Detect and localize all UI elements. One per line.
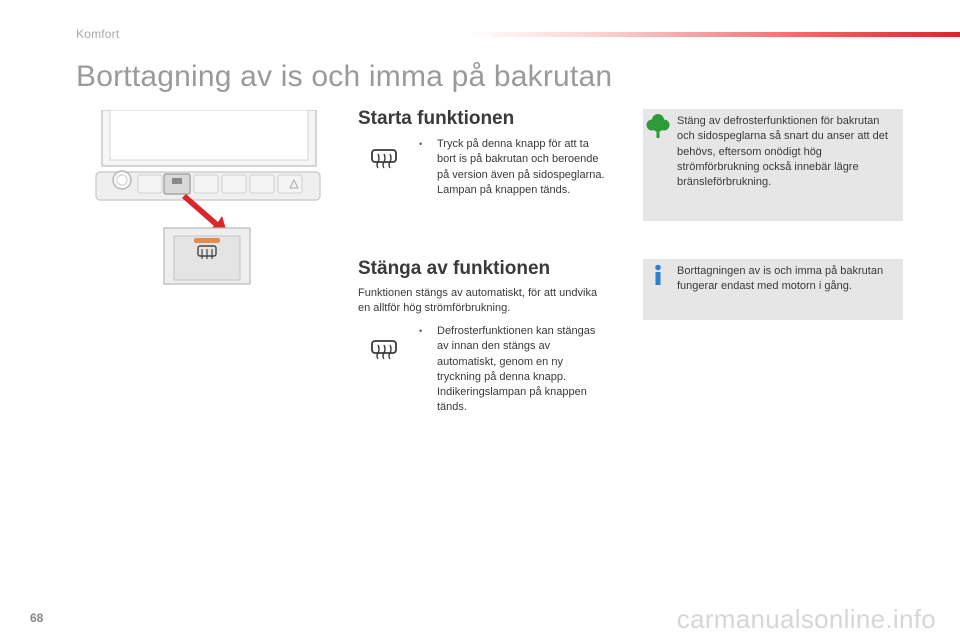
indicator-lamp	[194, 238, 220, 243]
start-instruction: Tryck på denna knapp för att ta bort is på bakrutan och beroende på version även på sidospeglarna. Lampan på knappen tänds.	[437, 138, 605, 196]
info-note-text: Borttagningen av is och imma på bakrutan fungerar endast med motorn i gång.	[677, 265, 884, 293]
rear-defrost-icon	[370, 339, 400, 363]
panel-button	[194, 175, 218, 193]
rear-defrost-icon	[370, 148, 400, 172]
eco-tree-icon	[646, 112, 670, 140]
eco-note-text: Stäng av defrosterfunktionen för bakrutan och sidospeglarna så snart du anser att det behövs, eftersom onödigt hög strömförbrukning också innebär lägre bränsleförbrukning.	[677, 115, 888, 189]
bullet-marker: •	[419, 326, 423, 336]
panel-button	[250, 175, 274, 193]
panel-button	[138, 175, 162, 193]
stop-intro: Funktionen stängs av automatiskt, för att undvika en alltför hög strömförbrukning.	[358, 287, 598, 315]
info-icon	[651, 264, 665, 286]
section-label: Komfort	[76, 27, 120, 41]
watermark: carmanualsonline.info	[676, 604, 936, 634]
page-number: 68	[30, 611, 44, 625]
page-title: Borttagning av is och imma på bakrutan	[76, 60, 613, 93]
start-heading: Starta funktionen	[358, 108, 515, 129]
stop-heading: Stänga av funktionen	[358, 258, 551, 279]
header-accent-bar	[470, 32, 960, 37]
screen	[110, 110, 308, 160]
bullet-marker: •	[419, 139, 423, 149]
dashboard-illustration	[94, 110, 324, 290]
panel-button	[222, 175, 246, 193]
stop-instruction: Defrosterfunktionen kan stängas av innan den stängs av automatiskt, genom en ny tryckning på denna knapp. Indikeringslampan på knappen tänds.	[437, 325, 596, 414]
panel-button	[278, 175, 302, 193]
